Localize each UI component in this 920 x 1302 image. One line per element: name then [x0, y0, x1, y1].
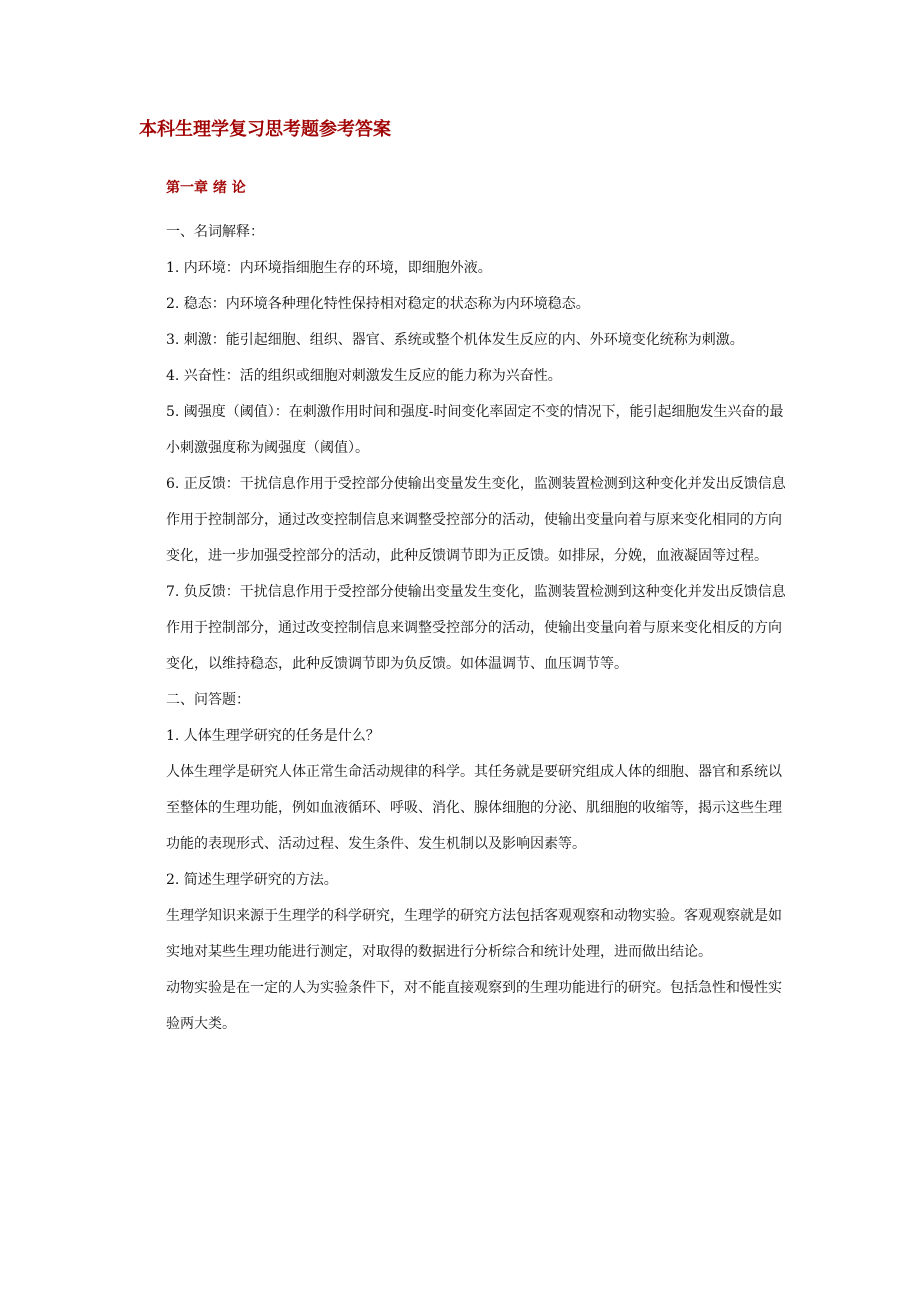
definition-item: 4. 兴奋性：活的组织或细胞对刺激发生反应的能力称为兴奋性。 — [166, 368, 562, 384]
question-1: 1. 人体生理学研究的任务是什么？ — [166, 728, 380, 744]
answer-2-part-1: 生理学知识来源于生理学的科学研究，生理学的研究方法包括客观观察和动物实验。客观观察就是如实地对某些生理功能进行测定，对取得的数据进行分析综合和统计处理，进而做出结论。 — [166, 908, 782, 960]
answer-2-part-2: 动物实验是在一定的人为实验条件下，对不能直接观察到的生理功能进行的研究。包括急性和慢性实验两大类。 — [166, 980, 782, 1032]
definition-item: 1. 内环境：内环境指细胞生存的环境，即细胞外液。 — [166, 260, 492, 276]
document-title: 本科生理学复习思考题参考答案 — [139, 119, 391, 140]
definition-item: 5. 阈强度（阈值）：在刺激作用时间和强度-时间变化率固定不变的情况下，能引起细胞发生兴奋的最小刺激强度称为阈强度（阈值）。 — [166, 404, 784, 456]
definition-item: 6. 正反馈：干扰信息作用于受控部分使输出变量发生变化，监测装置检测到这种变化并发出反馈信息作用于控制部分，通过改变控制信息来调整受控部分的活动，使输出变量向着与原来变化相同的方向变化，进一步加强受控部分的活动，此种反馈调节即为正反馈。如排尿，分娩，血液凝固等过程。 — [166, 476, 786, 564]
question-2: 2. 简述生理学研究的方法。 — [166, 872, 338, 888]
definition-item: 7. 负反馈：干扰信息作用于受控部分使输出变量发生变化，监测装置检测到这种变化并发出反馈信息作用于控制部分，通过改变控制信息来调整受控部分的活动，使输出变量向着与原来变化相反的方向变化，以维持稳态，此种反馈调节即为负反馈。如体温调节、血压调节等。 — [166, 584, 786, 672]
definition-item: 2. 稳态：内环境各种理化特性保持相对稳定的状态称为内环境稳态。 — [166, 296, 590, 312]
definition-item: 3. 刺激：能引起细胞、组织、器官、系统或整个机体发生反应的内、外环境变化统称为刺激。 — [166, 332, 744, 348]
section-heading-questions: 二、问答题： — [166, 692, 250, 708]
section-heading-definitions: 一、名词解释： — [166, 224, 264, 240]
chapter-title: 第一章 绪 论 — [166, 180, 246, 196]
answer-1: 人体生理学是研究人体正常生命活动规律的科学。其任务就是要研究组成人体的细胞、器官和系统以至整体的生理功能，例如血液循环、呼吸、消化、腺体细胞的分泌、肌细胞的收缩等，揭示这些生理功能的表现形式、活动过程、发生条件、发生机制以及影响因素等。 — [166, 764, 782, 852]
chapter-content — [166, 214, 788, 1042]
